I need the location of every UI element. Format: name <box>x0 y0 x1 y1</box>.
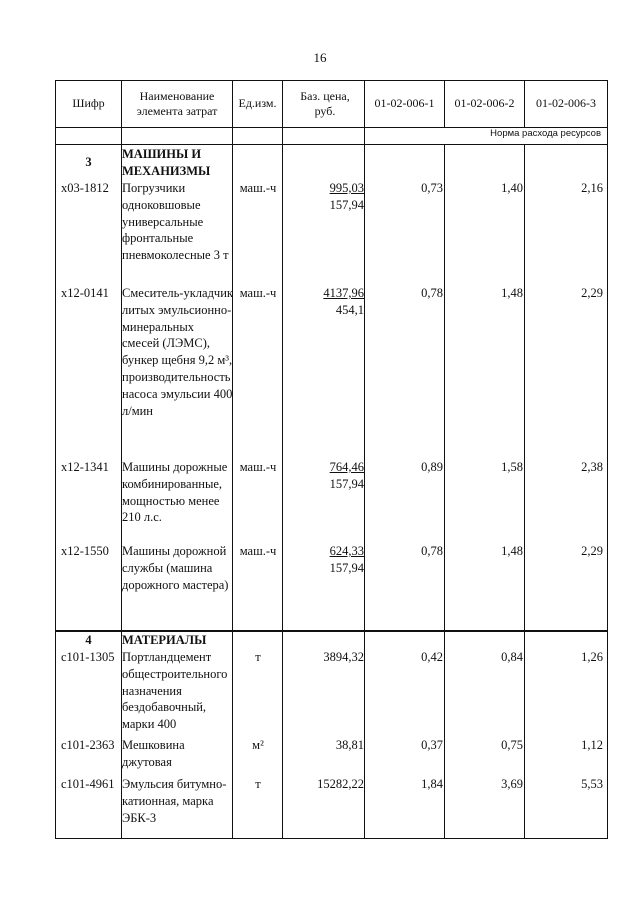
row-name: Погрузчики одноковшовые универсальные фронтальные пневмоколесные 3 т <box>122 181 229 263</box>
section-title: МАШИНЫ И МЕХАНИЗМЫ <box>122 147 211 178</box>
row-code: с101-2363 <box>61 738 115 752</box>
row-code: с101-1305 <box>61 650 115 664</box>
row-value-2: 3,69 <box>501 777 523 791</box>
section-number: 3 <box>85 155 92 169</box>
row-price: 4137,96 <box>323 286 364 300</box>
section-number: 4 <box>85 633 92 647</box>
row-name: Мешковина джутовая <box>122 738 185 769</box>
row-value-1: 0,78 <box>421 286 443 300</box>
row-name: Машины дорожные комбинированные, мощностью менее 210 л.с. <box>122 460 228 525</box>
header-name: Наименование элемента затрат <box>136 89 218 118</box>
row-value-2: 1,48 <box>501 286 523 300</box>
header-col2: 01-02-006-2 <box>454 96 515 110</box>
header-price: Баз. цена, руб. <box>300 89 350 118</box>
row-code: х12-1341 <box>61 460 109 474</box>
row-price: 3894,32 <box>323 650 364 664</box>
row-value-3: 2,29 <box>581 286 603 300</box>
row-value-2: 0,75 <box>501 738 523 752</box>
row-value-3: 2,38 <box>581 460 603 474</box>
row-code: х03-1812 <box>61 181 109 195</box>
row-value-1: 0,73 <box>421 181 443 195</box>
row-value-2: 1,40 <box>501 181 523 195</box>
row-value-3: 1,26 <box>581 650 603 664</box>
row-price: 38,81 <box>335 738 364 752</box>
header-col3: 01-02-006-3 <box>536 96 596 110</box>
row-code: х12-0141 <box>61 286 109 300</box>
header-unit: Ед.изм. <box>238 96 277 110</box>
row-name: Смеситель-укладчик литых эмульсионно-минеральных смесей (ЛЭМС), бункер щебня 9,2 м³, производительность насоса эмульсии 400 л/мин <box>122 286 233 418</box>
row-price: 624,33 <box>329 544 364 558</box>
row-value-2: 0,84 <box>501 650 523 664</box>
row-unit: т <box>255 650 261 664</box>
row-name: Эмульсия битумно-катионная, марка ЭБК-3 <box>122 777 227 825</box>
row-value-3: 2,16 <box>581 181 603 195</box>
row-value-1: 0,42 <box>421 650 443 664</box>
row-value-1: 0,78 <box>421 544 443 558</box>
header-col1: 01-02-006-1 <box>374 96 435 110</box>
row-value-2: 1,58 <box>501 460 523 474</box>
row-value-1: 1,84 <box>421 777 443 791</box>
row-unit: маш.-ч <box>239 544 277 558</box>
row-value-1: 0,37 <box>421 738 443 752</box>
row-code: х12-1550 <box>61 544 109 558</box>
row-unit: т <box>255 777 261 791</box>
row-value-3: 1,12 <box>581 738 603 752</box>
header-code: Шифр <box>72 96 105 110</box>
section-title: МАТЕРИАЛЫ <box>122 633 207 647</box>
row-price-secondary: 157,94 <box>329 197 364 212</box>
row-value-3: 5,53 <box>581 777 603 791</box>
row-price-secondary: 157,94 <box>329 476 364 491</box>
row-value-1: 0,89 <box>421 460 443 474</box>
row-name: Портландцемент общестроительного назначения бездобавочный, марки 400 <box>122 650 228 732</box>
row-price: 995,03 <box>329 181 364 195</box>
norm-label: Норма расхода ресурсов <box>490 128 601 139</box>
row-value-2: 1,48 <box>501 544 523 558</box>
row-unit: маш.-ч <box>239 286 277 300</box>
row-price-secondary: 454,1 <box>335 302 364 317</box>
row-code: с101-4961 <box>61 777 115 791</box>
resource-table <box>55 80 608 839</box>
row-unit: маш.-ч <box>239 460 277 474</box>
row-price: 15282,22 <box>317 777 364 791</box>
row-value-3: 2,29 <box>581 544 603 558</box>
row-name: Машины дорожной службы (машина дорожного мастера) <box>122 544 229 592</box>
row-price-secondary: 157,94 <box>329 560 364 575</box>
page-number: 16 <box>313 50 327 65</box>
row-price: 764,46 <box>329 460 364 474</box>
row-unit: маш.-ч <box>239 181 277 195</box>
row-unit: м² <box>252 738 264 752</box>
